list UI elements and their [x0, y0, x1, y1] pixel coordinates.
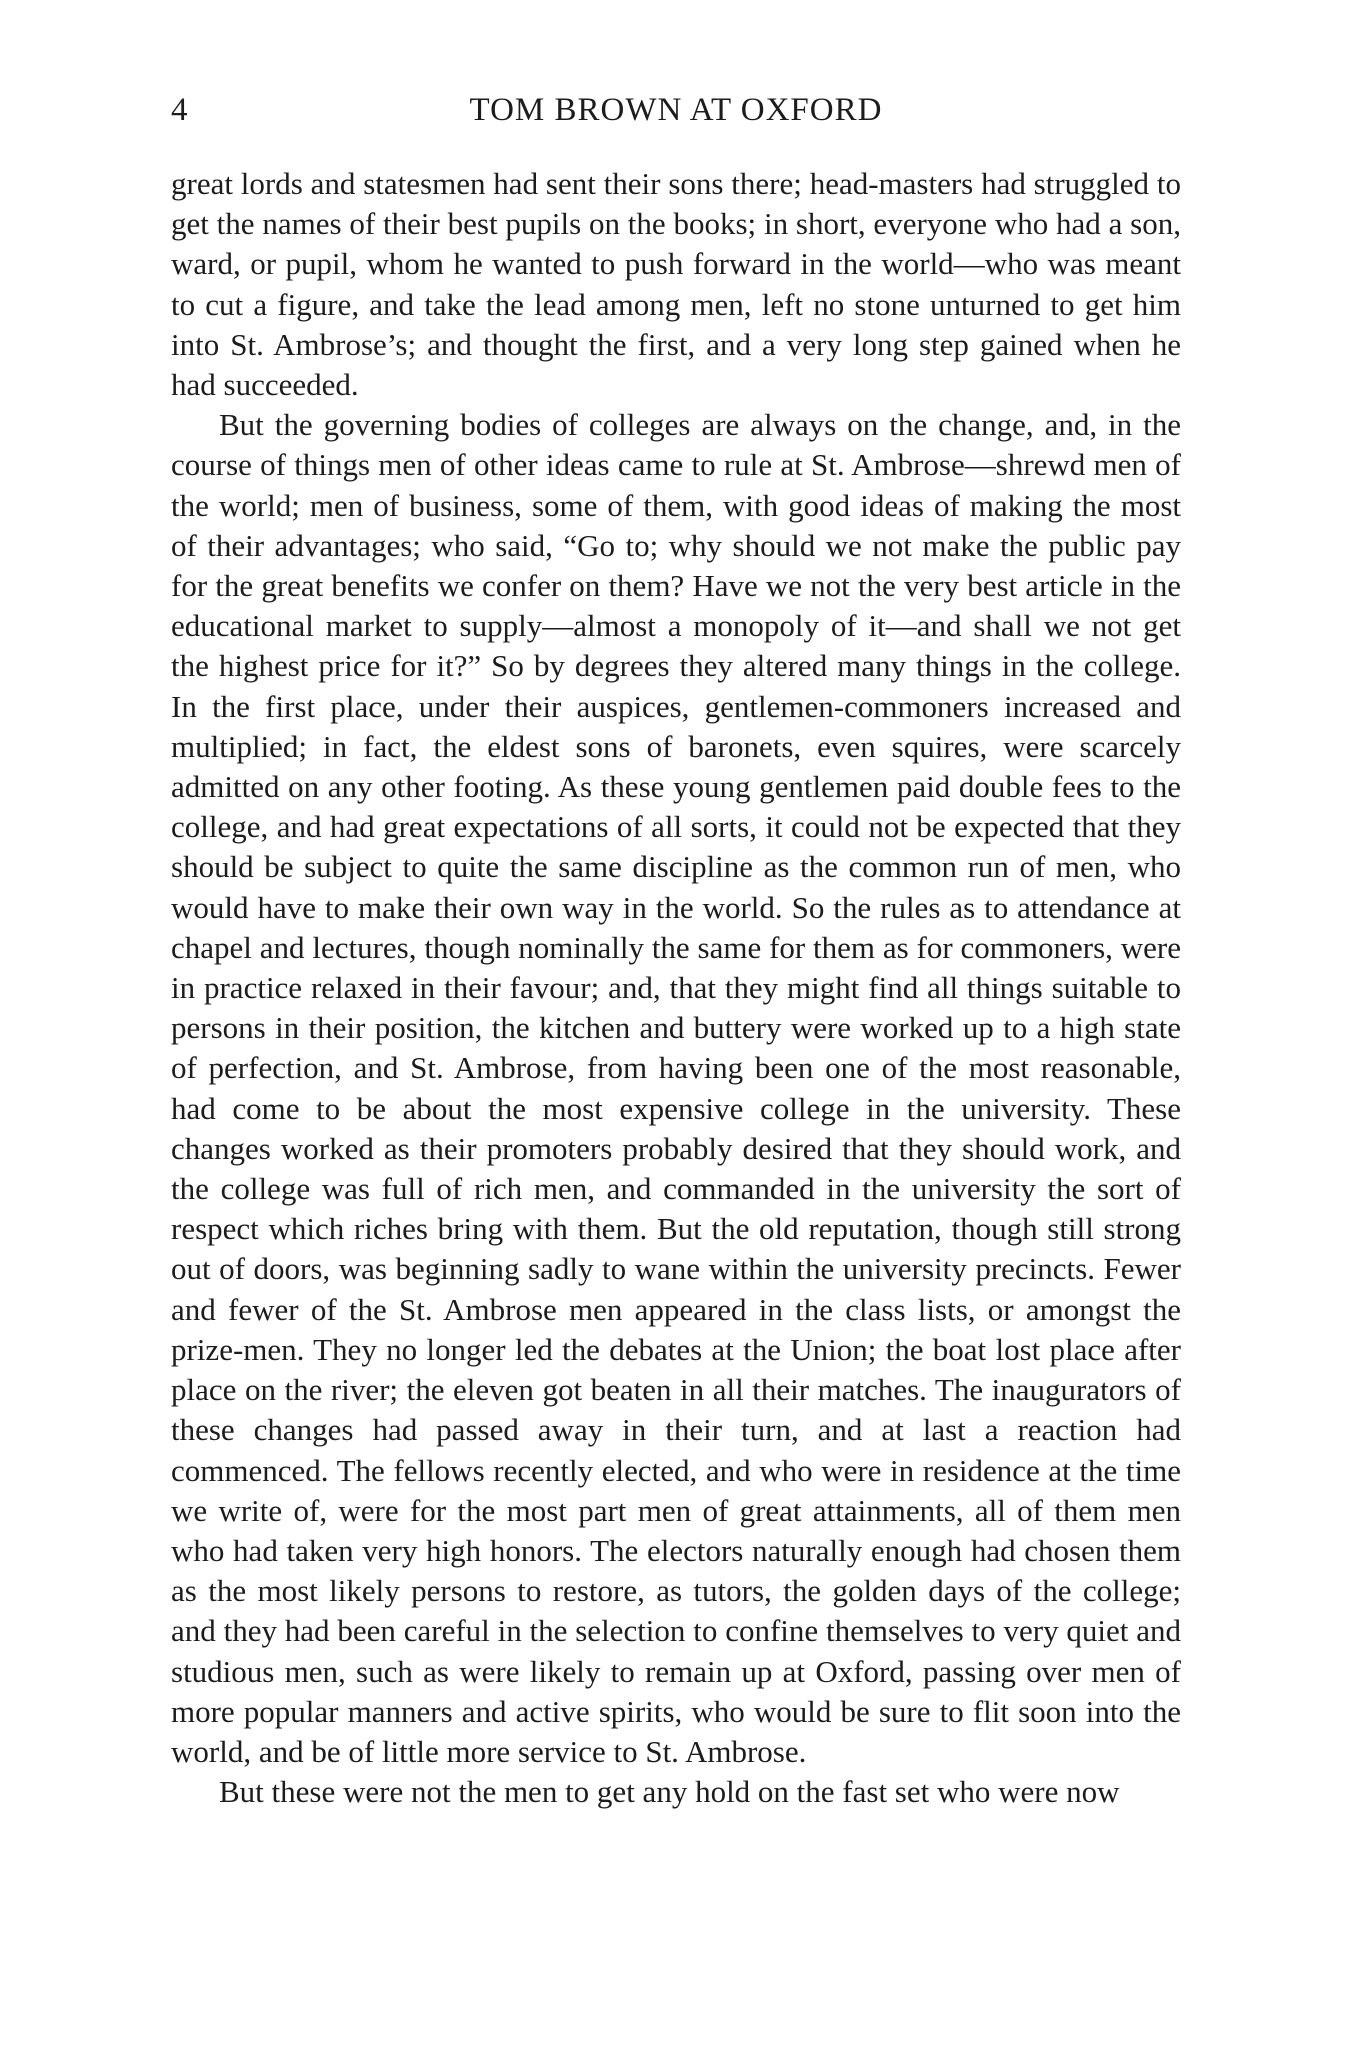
running-title: TOM BROWN AT OXFORD [469, 92, 883, 128]
running-head [171, 92, 1181, 142]
body-text [171, 164, 1181, 1812]
paragraph-fast-set: But these were not the men to get any hold on the fast set who were now [219, 1774, 1120, 1810]
page-number: 4 [171, 92, 189, 128]
paragraph-governing-bodies: But the governing bodies of colleges are always on the change, and, in the course of things men of other ideas came to rule at St. Ambrose—shrewd men of the world; men of business, some of them, with good ideas of making the most of their advantages; who said, “Go to; why should we not make the public pay for the great benefits we confer on them? Have we not the very best article in the educational market to supply—almost a monopoly of it—and shall we not get the highest price for it?” So by degrees they altered many things in the college. In the first place, under their auspices, gentlemen-commoners increased and multiplied; in fact, the eldest sons of baronets, even squires, were scarcely admitted on any other footing. As these young gentlemen paid double fees to the college, and had great expectations of all sorts, it could not be expected that they should be subject to quite the same discipline as the common run of men, who would have to make their own way in the world. So the rules as to attendance at chapel and lectures, though nominally the same for them as for commoners, were in practice relaxed in their favour; and, that they might find all things suitable to persons in their position, the kitchen and buttery were worked up to a high state of perfection, and St. Ambrose, from having been one of the most reasonable, had come to be about the most expensive college in the university. These changes worked as their promoters probably desired that they should work, and the college was full of rich men, and commanded in the university the sort of respect which riches bring with them. But the old reputation, though still strong out of doors, was beginning sadly to wane within the university precincts. Fewer and fewer of the St. Ambrose men appeared in the class lists, or amongst the prize-men. They no longer led the debates at the Union; the boat lost place after place on the river; the eleven got beaten in all their matches. The inaugurators of these changes had passed away in their turn, and at last a reaction had commenced. The fellows recently elected, and who were in residence at the time we write of, were for the most part men of great attainments, all of them men who had taken very high honors. The electors naturally enough had chosen them as the most likely persons to restore, as tutors, the golden days of the college; and they had been careful in the selection to confine themselves to very quiet and studious men, such as were likely to remain up at Oxford, passing over men of more popular manners and active spirits, who would be sure to flit soon into the world, and be of little more service to St. Ambrose. [171, 407, 1181, 1769]
paragraph-continued: great lords and statesmen had sent their sons there; head-masters had struggled to get the names of their best pupils on the books; in short, everyone who had a son, ward, or pupil, whom he wanted to push forward in the world—who was meant to cut a figure, and take the lead among men, left no stone unturned to get him into St. Ambrose’s; and thought the first, and a very long step gained when he had succeeded. [171, 166, 1181, 403]
book-page [171, 0, 1181, 2048]
